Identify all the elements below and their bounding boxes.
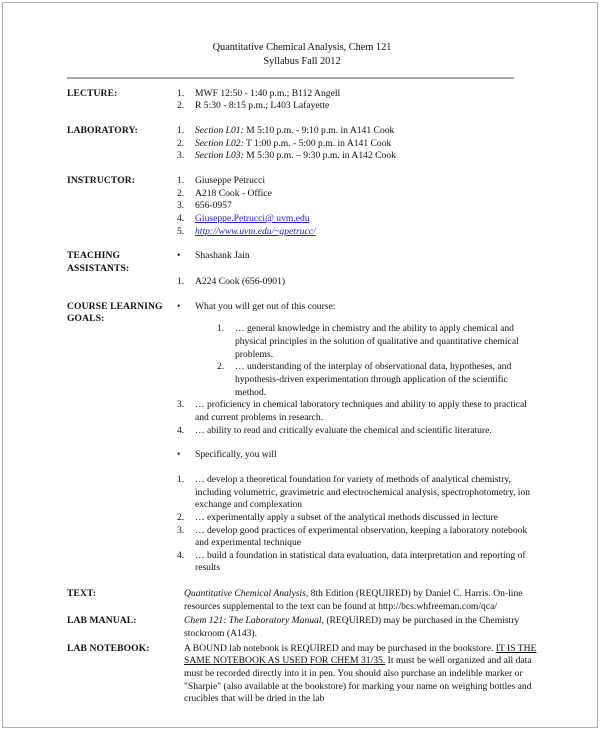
lab-notebook-paragraph [177, 643, 537, 706]
lab-manual-label: LAB MANUAL: [67, 615, 137, 627]
instructor-email-link[interactable]: Giuseppe.Petrucci@ uvm.edu [195, 213, 310, 225]
ta-name: Shashank Jain [195, 250, 250, 262]
ta-office-item [177, 276, 537, 289]
laboratory-item [177, 125, 537, 138]
list-marker: 2. [177, 137, 185, 149]
list-marker: 1. [177, 276, 185, 287]
bullet-marker: • [177, 250, 181, 262]
list-marker: 3. [177, 150, 185, 162]
list-marker: 1. [217, 323, 225, 335]
skill-text: … build a foundation in statistical data evaluation, data interpretation and reporting of results [195, 549, 526, 574]
list-marker: 4. [177, 424, 185, 436]
outcome-item [177, 425, 537, 438]
skill-text: … develop good practices of experimental observation, keeping a laboratory notebook and experimental technique [195, 524, 528, 549]
lab-section-name: Section L03: [195, 150, 244, 162]
divider-rule [67, 77, 514, 79]
lab-manual-title: Chem 121: The Laboratory Manual [184, 615, 322, 627]
lab-section-name: Section L02: [195, 137, 244, 149]
laboratory-item-text [195, 150, 537, 163]
outcome-text: … understanding of the interplay of observational data, hypotheses, and hypothesis-driven experimentation through application of the scientific method. [235, 361, 512, 398]
bullet-marker: • [177, 449, 181, 461]
skill-text: … experimentally apply a subset of the analytical methods discussed in lecture [195, 511, 498, 523]
outcome-text: … ability to read and critically evaluate the chemical and scientific literature. [195, 424, 492, 436]
lab-manual-details: , (REQUIRED) may be purchased in the Chemistry stockroom (A143). [184, 615, 520, 640]
lab-notebook-label: LAB NOTEBOOK: [67, 642, 150, 654]
skill-item [177, 474, 537, 512]
list-marker: 1. [177, 473, 185, 485]
list-marker: 3. [177, 524, 185, 536]
teaching-assistants-label: TEACHING ASSISTANTS: [67, 250, 130, 274]
instructor-item [177, 213, 537, 226]
list-marker: 2. [177, 187, 185, 199]
document-header [67, 41, 537, 69]
section-text [67, 588, 537, 613]
textbook-title: Quantitative Chemical Analysis [184, 588, 306, 600]
textbook-paragraph [177, 588, 537, 613]
goals-intro: What you will get out of this course: [195, 300, 336, 312]
lab-section-name: Section L01: [195, 125, 244, 137]
lab-section-time: T 1:00 p.m. - 5:00 p.m. in A141 Cook [243, 137, 392, 149]
course-goals-label: COURSE LEARNING GOALS: [67, 300, 163, 325]
section-lecture [67, 88, 537, 113]
outcome-item [217, 323, 537, 361]
list-marker: 1. [177, 175, 185, 187]
list-marker: 2. [217, 361, 225, 373]
outcome-text: … proficiency in chemical laboratory techniques and ability to apply these to practical and current problems in research. [195, 399, 527, 423]
skill-item [177, 525, 537, 550]
syllabus-page [2, 2, 598, 728]
instructor-item [177, 200, 537, 213]
list-marker: 5. [177, 225, 185, 237]
title-line-2: Syllabus Fall 2012 [263, 55, 341, 67]
textbook-details: , 8th Edition (REQUIRED) by Daniel C. Harris. On-line resources supplemental to the text can be found at http://bcs.whfreeman.com/qca/ [184, 588, 523, 612]
list-marker: 3. [177, 399, 185, 411]
laboratory-item-text [195, 138, 537, 151]
skill-text: … develop a theoretical foundation for variety of methods of analytical chemistry, including volumetric, gravimetric and electrochemical analysis, spectrophotometry, ion exchange and complexation [195, 473, 531, 511]
instructor-website-link[interactable]: http://www.uvm.edu/~gpetrucc/ [195, 225, 316, 237]
lecture-item [177, 100, 537, 113]
outcome-text: … general knowledge in chemistry and the ability to apply chemical and physical principles in the solution of qualitative and quantitative chemical problems. [235, 323, 519, 360]
laboratory-item-text [195, 125, 537, 138]
section-teaching-assistants [67, 250, 537, 288]
ta-name-item [177, 250, 537, 263]
section-course-learning-goals [67, 301, 537, 575]
instructor-item [177, 226, 537, 239]
outcome-item [177, 399, 537, 424]
list-marker: 1. [177, 125, 185, 137]
lab-section-time: M 5:10 p.m. - 9:10 p.m. in A141 Cook [243, 125, 395, 137]
lecture-item-text: MWF 12:50 - 1:40 p.m.; B112 Angell [195, 87, 341, 99]
lab-manual-paragraph [177, 615, 537, 640]
list-marker: 1. [177, 87, 185, 99]
ta-office: A224 Cook (656-0901) [195, 276, 286, 287]
lab-section-time: M 5:30 p.m. – 9:30 p.m. in A142 Cook [243, 150, 396, 162]
bullet-marker: • [177, 300, 181, 312]
list-marker: 2. [177, 511, 185, 523]
skill-item [177, 550, 537, 575]
lecture-item [177, 88, 537, 101]
section-instructor [67, 175, 537, 238]
instructor-item [177, 175, 537, 188]
instructor-office: A218 Cook - Office [195, 187, 272, 199]
list-marker: 3. [177, 200, 185, 212]
laboratory-item [177, 138, 537, 151]
goals-specifically-item [177, 449, 537, 462]
title-line-1: Quantitative Chemical Analysis, Chem 121 [212, 42, 392, 53]
instructor-item [177, 188, 537, 201]
instructor-name: Giuseppe Petrucci [195, 175, 266, 187]
list-marker: 4. [177, 549, 185, 561]
laboratory-item [177, 150, 537, 163]
lecture-item-text: R 5:30 - 8:15 p.m.; L403 Lafayette [195, 100, 330, 112]
instructor-phone: 656-0957 [195, 200, 232, 212]
list-marker: 4. [177, 213, 185, 225]
lab-notebook-part1: A BOUND lab notebook is REQUIRED and may be purchased in the bookstore. [184, 642, 496, 654]
skill-item [177, 512, 537, 525]
text-label: TEXT: [67, 588, 97, 600]
lab-notebook-underlined: IT IS THE SAME NOTEBOOK AS USED FOR CHEM 31/35. [184, 642, 537, 667]
section-lab-notebook [67, 643, 537, 706]
lab-notebook-part3: It must be well organized and all data must be recorded directly into it in pen. You should also purchase an indelible marker or "Sharpie" (also available at the bookstore) for marking your name on weighing bottles and crucibles that will be dried in the lab [184, 655, 532, 705]
lecture-label: LECTURE: [67, 87, 118, 99]
goals-intro-item [177, 301, 537, 314]
section-lab-manual [67, 615, 537, 640]
instructor-label: INSTRUCTOR: [67, 175, 136, 187]
goals-specifically: Specifically, you will [195, 449, 277, 461]
list-marker: 2. [177, 100, 185, 112]
section-laboratory [67, 125, 537, 163]
outcome-item [217, 361, 537, 399]
laboratory-label: LABORATORY: [67, 125, 138, 137]
